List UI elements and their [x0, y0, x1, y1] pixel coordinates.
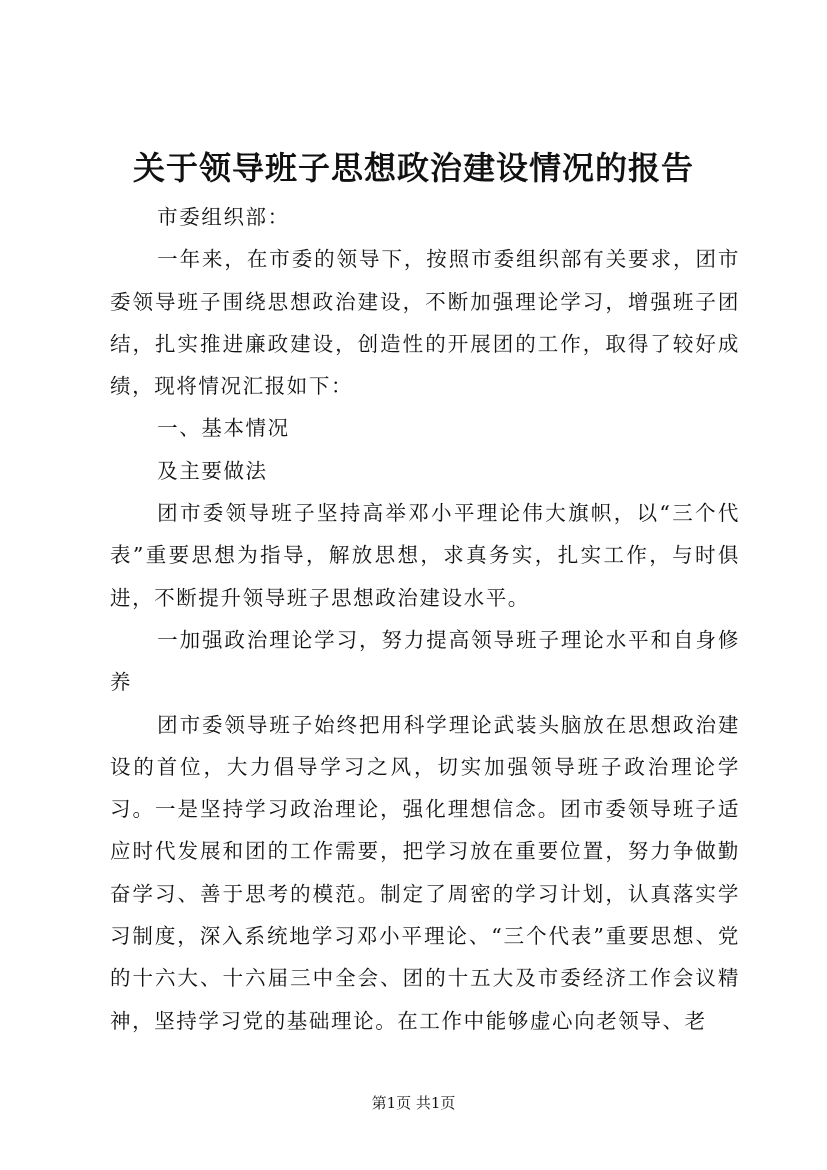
intro-paragraph: 一年来，在市委的领导下，按照市委组织部有关要求，团市委领导班子围绕思想政治建设，不断加强理论学习，增强班子团结，扎实推进廉政建设，创造性的开展团的工作，取得了较好成绩，现将情况汇报如下：	[110, 247, 740, 399]
body-paragraph: 团市委领导班子始终把用科学理论武装头脑放在思想政治建设的首位，大力倡导学习之风，切实加强领导班子政治理论学习。一是坚持学习政治理论，强化理想信念。团市委领导班子适应时代发展和团的工作需要，把学习放在重要位置，努力争做勤奋学习、善于思考的模范。制定了周密的学习计划，认真落实学习制度，深入系统地学习邓小平理论、“三个代表”重要思想、党的十六大、十六届三中全会、团的十五大及市委经济工作会议精神，坚持学习党的基础理论。在工作中能够虚心向老领导、老	[110, 712, 740, 1033]
salutation-paragraph: 市委组织部：	[157, 205, 290, 229]
body-paragraph: 团市委领导班子坚持高举邓小平理论伟大旗帜，以“三个代表”重要思想为指导，解放思想，求真务实，扎实工作，与时俱进，不断提升领导班子思想政治建设水平。	[110, 501, 740, 610]
document-title: 关于领导班子思想政治建设情况的报告	[132, 149, 694, 187]
section-heading-continued: 及主要做法	[157, 458, 268, 483]
page-footer: 第1页 共1页	[371, 1094, 456, 1112]
document-body	[110, 196, 740, 1042]
subsection-heading: 一加强政治理论学习，努力提高领导班子理论水平和自身修养	[110, 627, 740, 695]
section-heading: 一、基本情况	[157, 416, 290, 441]
